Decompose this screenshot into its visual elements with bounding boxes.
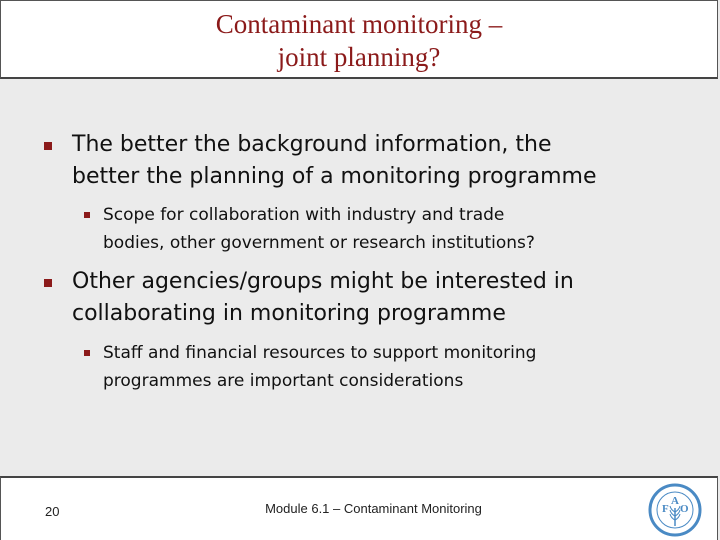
sub-bullet-2-text bbox=[103, 339, 536, 395]
slide-title-line-2: joint planning? bbox=[277, 42, 441, 72]
page-number: 20 bbox=[45, 504, 60, 519]
sub-bullet-2-line-2: programmes are important considerations bbox=[103, 371, 464, 391]
bullet-1-line-1: The better the background information, the bbox=[72, 132, 552, 157]
logo-letter-a: A bbox=[671, 495, 679, 507]
sub-bullet-2-line-1: Staff and financial resources to support monitoring bbox=[103, 343, 537, 363]
sub-bullet-1-line-2: bodies, other government or research institutions? bbox=[103, 233, 535, 253]
fao-logo-icon bbox=[647, 482, 703, 538]
bullet-1-line-2: better the planning of a monitoring programme bbox=[72, 164, 597, 189]
sub-bullet-marker-icon bbox=[84, 212, 90, 218]
module-label: Module 6.1 – Contaminant Monitoring bbox=[265, 501, 482, 516]
bullet-marker-icon bbox=[44, 142, 52, 150]
slide-title-line-1: Contaminant monitoring – bbox=[215, 9, 503, 39]
bullet-2-line-1: Other agencies/groups might be interested in bbox=[72, 269, 574, 294]
bullet-2-line-2: collaborating in monitoring programme bbox=[72, 301, 506, 326]
bullet-1-text bbox=[72, 129, 597, 193]
sub-bullet-marker-icon bbox=[84, 350, 90, 356]
slide-body bbox=[0, 80, 720, 475]
sub-bullet-1-line-1: Scope for collaboration with industry and trade bbox=[103, 205, 505, 225]
slide-footer bbox=[0, 476, 718, 540]
logo-letter-o: O bbox=[680, 503, 689, 515]
bullet-marker-icon bbox=[44, 279, 52, 287]
sub-bullet-1-text bbox=[103, 201, 535, 257]
logo-letter-f: F bbox=[662, 503, 669, 515]
title-bar bbox=[0, 0, 718, 79]
bullet-2-text bbox=[72, 266, 574, 330]
